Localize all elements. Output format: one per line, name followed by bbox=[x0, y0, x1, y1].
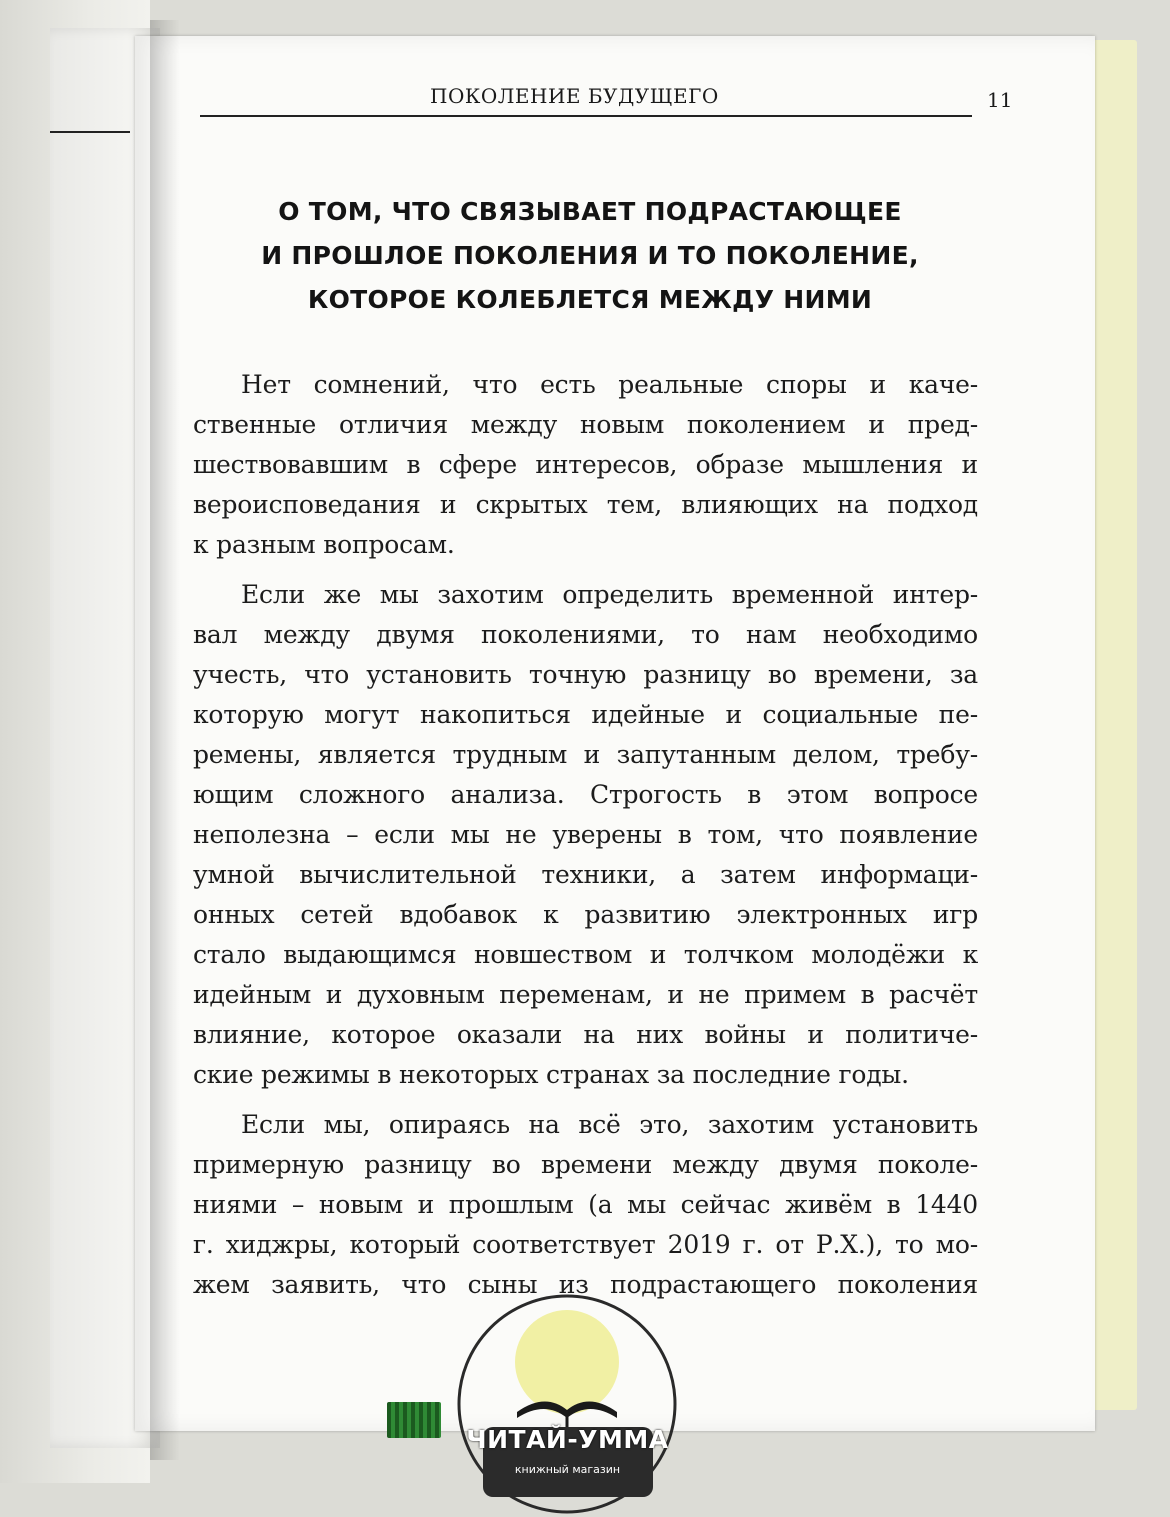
running-title: ПОКОЛЕНИЕ БУДУЩЕГО bbox=[430, 84, 719, 108]
store-logo bbox=[455, 1292, 680, 1517]
chapter-heading-line: КОТОРОЕ КОЛЕБЛЕТСЯ МЕЖДУ НИМИ bbox=[307, 285, 873, 314]
globe-icon bbox=[515, 1310, 619, 1414]
text-line: вал между двумя поколениями, то нам необходимо bbox=[193, 620, 978, 649]
text-line: ниями – новым и прошлым (а мы сейчас живём в 1440 bbox=[193, 1190, 978, 1219]
left-page-rule bbox=[50, 131, 130, 133]
text-line: которую могут накопиться идейные и социальные пе- bbox=[193, 700, 978, 729]
text-line: г. хиджры, который соответствует 2019 г. от Р.Х.), то мо- bbox=[193, 1230, 978, 1259]
text-line: умной вычислительной техники, а затем информаци- bbox=[193, 860, 978, 889]
chapter-heading-line: И ПРОШЛОЕ ПОКОЛЕНИЯ И ТО ПОКОЛЕНИЕ, bbox=[261, 241, 919, 270]
text-line: примерную разницу во времени между двумя поколе- bbox=[193, 1150, 978, 1179]
text-line: шествовавшим в сфере интересов, образе мышления и bbox=[193, 450, 978, 479]
text-line: жем заявить, что сыны из подрастающего поколения bbox=[193, 1270, 978, 1299]
text-line: вероисповедания и скрытых тем, влияющих на подход bbox=[193, 490, 978, 519]
text-line: Если же мы захотим определить временной интер- bbox=[241, 580, 978, 609]
chapter-heading bbox=[200, 190, 980, 322]
page-number: 11 bbox=[987, 88, 1013, 112]
store-logo-name: ЧИТАЙ-УММА bbox=[466, 1425, 669, 1454]
chapter-heading-line: О ТОМ, ЧТО СВЯЗЫВАЕТ ПОДРАСТАЮЩЕЕ bbox=[278, 197, 902, 226]
text-line: учесть, что установить точную разницу во времени, за bbox=[193, 660, 978, 689]
text-line: стало выдающимся новшеством и толчком молодёжи к bbox=[193, 940, 978, 969]
text-line: неполезна – если мы не уверены в том, что появление bbox=[193, 820, 978, 849]
text-line: онных сетей вдобавок к развитию электронных игр bbox=[193, 900, 978, 929]
text-line: ственные отличия между новым поколением и пред- bbox=[193, 410, 978, 439]
text-line: ремены, является трудным и запутанным делом, требу- bbox=[193, 740, 978, 769]
bookmark-ribbon bbox=[387, 1402, 441, 1438]
text-line: к разным вопросам. bbox=[193, 530, 455, 559]
header-rule bbox=[200, 115, 972, 117]
spine-shadow bbox=[150, 20, 180, 1460]
text-line: ющим сложного анализа. Строгость в этом вопросе bbox=[193, 780, 978, 809]
store-logo-subtitle: книжный магазин bbox=[514, 1463, 621, 1476]
text-line: ские режимы в некоторых странах за последние годы. bbox=[193, 1060, 909, 1089]
text-line: Если мы, опираясь на всё это, захотим установить bbox=[241, 1110, 978, 1139]
text-line: Нет сомнений, что есть реальные споры и каче- bbox=[241, 370, 978, 399]
text-line: влияние, которое оказали на них войны и политиче- bbox=[193, 1020, 978, 1049]
text-line: идейным и духовным переменам, и не примем в расчёт bbox=[193, 980, 978, 1009]
running-header bbox=[200, 84, 1013, 120]
